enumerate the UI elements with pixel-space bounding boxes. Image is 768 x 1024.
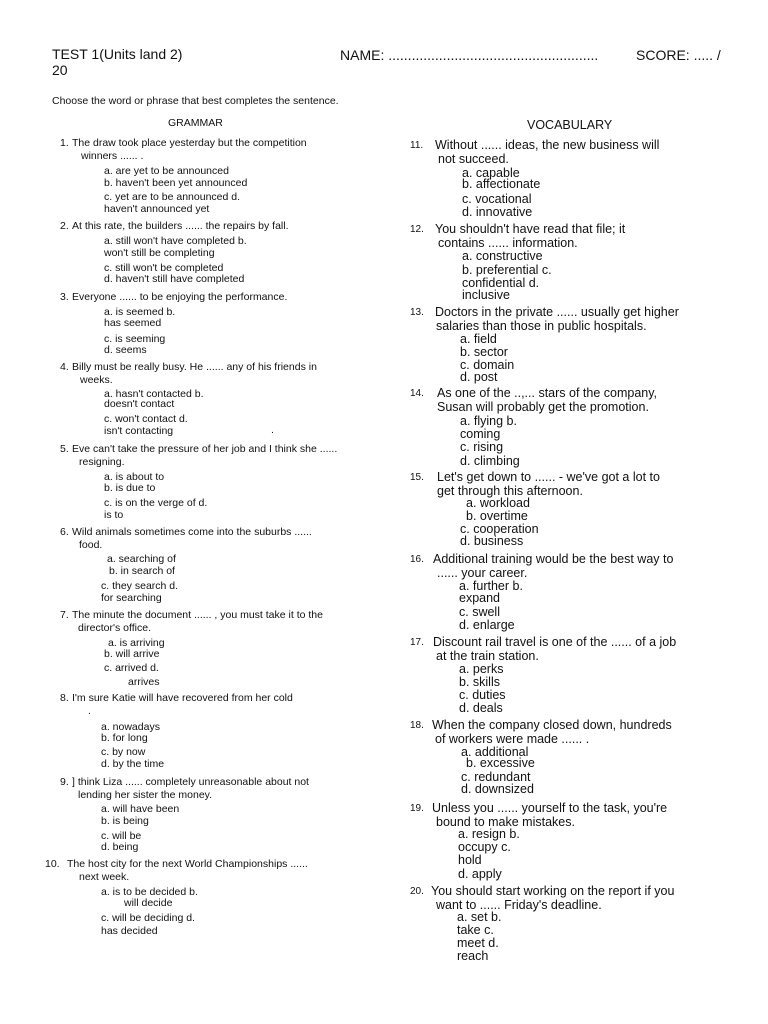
question-text: The host city for the next World Championships ...... [67, 858, 308, 870]
answer-option[interactable]: c. duties [459, 688, 506, 702]
question-text: Let's get down to ...... - we've got a lot to [437, 470, 660, 484]
answer-option[interactable]: has seemed [104, 317, 162, 329]
answer-option[interactable]: c. will be deciding d. [101, 912, 195, 924]
question-number: 2. [60, 220, 69, 232]
question-number: 12. [410, 224, 424, 235]
answer-option[interactable]: a. set b. [457, 910, 502, 924]
answer-option[interactable]: coming [460, 427, 501, 441]
answer-option[interactable]: a. field [460, 332, 497, 346]
question-text-continued: contains ...... information. [438, 236, 578, 250]
answer-option[interactable]: a. hasn't contacted b. [104, 388, 204, 400]
question-text: As one of the ..,... stars of the company, [437, 386, 658, 400]
answer-option[interactable]: a. workload [466, 496, 530, 510]
answer-option[interactable]: a. is about to [104, 471, 165, 483]
answer-option[interactable]: c. is seeming [104, 333, 166, 345]
question-text: Unless you ...... yourself to the task, you're [432, 801, 668, 815]
question-text-continued: get through this afternoon. [437, 484, 583, 498]
answer-option[interactable]: b. skills [459, 675, 500, 689]
answer-option[interactable]: take c. [457, 923, 494, 937]
answer-option[interactable]: a. perks [459, 662, 504, 676]
answer-option[interactable]: c. arrived d. [104, 662, 159, 674]
answer-option[interactable]: b. sector [460, 345, 508, 359]
answer-option[interactable]: c. still won't be completed [104, 262, 224, 274]
answer-option[interactable]: a. is arriving [108, 637, 165, 649]
answer-option[interactable]: c. will be [101, 830, 142, 842]
question-number: 9. [60, 776, 69, 788]
answer-option[interactable]: a. still won't have completed b. [104, 235, 247, 247]
question-text-continued: next week. [79, 871, 130, 883]
question-text: Wild animals sometimes come into the suburbs ...... [72, 526, 312, 538]
answer-option[interactable]: arrives [128, 676, 160, 688]
test-total: 20 [52, 62, 68, 78]
question-text-continued: ...... your career. [437, 566, 528, 580]
question-text-continued: lending her sister the money. [78, 789, 213, 801]
question-text-continued: winners ...... . [81, 150, 144, 162]
instructions: Choose the word or phrase that best completes the sentence. [52, 95, 339, 107]
answer-option[interactable]: inclusive [462, 288, 510, 302]
question-text: I'm sure Katie will have recovered from her cold [72, 692, 293, 704]
question-text-continued: resigning. [79, 456, 125, 468]
answer-option[interactable]: c. rising [460, 440, 504, 454]
name-field: NAME: ...................................................... [340, 47, 599, 63]
question-text-continued: bound to make mistakes. [436, 815, 575, 829]
answer-option[interactable]: b. excessive [466, 756, 535, 770]
question-text: The minute the document ...... , you must take it to the [72, 609, 323, 621]
question-number: 14. [410, 388, 424, 399]
answer-option[interactable]: c. by now [101, 746, 146, 758]
answer-option[interactable]: haven't announced yet [104, 203, 210, 215]
test-title [52, 46, 192, 78]
answer-option[interactable]: reach [457, 949, 489, 963]
question-number: 15. [410, 472, 424, 483]
question-number: 13. [410, 307, 424, 318]
question-text-continued: want to ...... Friday's deadline. [436, 898, 602, 912]
question-number: 7. [60, 609, 69, 621]
answer-option[interactable]: b. haven't been yet announced [104, 177, 248, 189]
answer-option[interactable]: b. is due to [104, 482, 156, 494]
question-text: Eve can't take the pressure of her job and I think she ...... [72, 443, 338, 455]
answer-option[interactable]: d. deals [459, 701, 503, 715]
question-number: 17. [410, 637, 424, 648]
answer-option[interactable]: a. nowadays [101, 721, 160, 733]
question-text: You shouldn't have read that file; it [435, 222, 626, 236]
answer-option[interactable]: a. are yet to be announced [104, 165, 229, 177]
question-text-continued: food. [79, 539, 103, 551]
answer-option[interactable]: a. resign b. [458, 827, 520, 841]
question-number: 4. [60, 361, 69, 373]
answer-option[interactable]: a. will have been [101, 803, 180, 815]
answer-option[interactable]: a. searching of [107, 553, 176, 565]
answer-option[interactable]: c. they search d. [101, 580, 179, 592]
question-text-continued: Susan will probably get the promotion. [437, 400, 649, 414]
answer-option[interactable]: for searching [101, 592, 162, 604]
question-number: 18. [410, 720, 424, 731]
question-number: 6. [60, 526, 69, 538]
question-text-continued: salaries than those in public hospitals. [436, 319, 647, 333]
answer-option[interactable]: c. domain [460, 358, 515, 372]
answer-option[interactable]: d. downsized [461, 782, 534, 796]
question-text: The draw took place yesterday but the competition [72, 137, 307, 149]
answer-option[interactable]: meet d. [457, 936, 499, 950]
answer-option[interactable]: c. won't contact d. [104, 413, 188, 425]
answer-option[interactable]: b. in search of [109, 565, 175, 577]
question-number: 8. [60, 692, 69, 704]
question-text: You should start working on the report if you [431, 884, 675, 898]
question-text: Everyone ...... to be enjoying the performance. [72, 291, 288, 303]
answer-option[interactable]: d. innovative [462, 205, 533, 219]
question-text: Without ...... ideas, the new business will [435, 138, 660, 152]
question-text: Discount rail travel is one of the ...... of a job [433, 635, 677, 649]
question-text-continued: not succeed. [438, 152, 509, 166]
test-title-text: TEST 1(Units land 2) [52, 46, 183, 62]
question-text: Billy must be really busy. He ...... any of his friends in [72, 361, 317, 373]
answer-option[interactable]: a. further b. [459, 579, 523, 593]
question-number: 16. [410, 554, 424, 565]
question-text: At this rate, the builders ...... the repairs by fall. [72, 220, 289, 232]
answer-option[interactable]: confidential d. [462, 276, 540, 290]
section-title-grammar: GRAMMAR [168, 117, 223, 129]
answer-option[interactable]: d. haven't still have completed [104, 273, 245, 285]
score-field: SCORE: ..... / [636, 47, 721, 63]
answer-option[interactable]: d. being [101, 841, 139, 853]
question-number: 20. [410, 886, 424, 897]
question-number: 10. [45, 858, 60, 870]
question-text-continued: of workers were made ...... . [435, 732, 590, 746]
answer-option[interactable]: d. climbing [460, 454, 520, 468]
question-text-continued: weeks. [80, 374, 113, 386]
answer-option[interactable]: d. seems [104, 344, 147, 356]
question-text-continued: director's office. [78, 622, 152, 634]
question-text: When the company closed down, hundreds [432, 718, 672, 732]
answer-option[interactable]: won't still be completing [104, 247, 215, 259]
answer-option[interactable]: isn't contacting [104, 425, 174, 437]
answer-option[interactable]: b. preferential c. [462, 263, 552, 277]
answer-option[interactable]: c. vocational [462, 192, 532, 206]
answer-option[interactable]: a. flying b. [460, 414, 517, 428]
question-number: 11. [410, 140, 424, 151]
answer-option[interactable]: occupy c. [458, 840, 511, 854]
answer-option[interactable]: a. is to be decided b. [101, 886, 198, 898]
answer-option[interactable]: a. additional [461, 745, 529, 759]
answer-option[interactable]: a. capable [462, 166, 520, 180]
answer-option[interactable]: c. redundant [461, 770, 531, 784]
answer-option[interactable]: c. cooperation [460, 522, 539, 536]
question-text-continued: . [88, 705, 91, 717]
answer-option[interactable]: a. constructive [462, 249, 543, 263]
question-text-continued: at the train station. [436, 649, 539, 663]
question-text: Additional training would be the best way to [433, 552, 674, 566]
answer-option[interactable]: d. apply [458, 867, 502, 881]
question-number: 19. [410, 803, 424, 814]
answer-option[interactable]: c. swell [459, 605, 500, 619]
answer-option[interactable]: expand [459, 591, 501, 605]
section-title-vocabulary: VOCABULARY [527, 118, 613, 132]
answer-option[interactable]: b. overtime [466, 509, 528, 523]
answer-option[interactable]: d. post [460, 370, 498, 384]
answer-option[interactable]: b. will arrive [104, 648, 160, 660]
answer-option[interactable]: c. yet are to be announced d. [104, 191, 241, 203]
answer-option[interactable]: b. for long [101, 732, 148, 744]
answer-option[interactable]: hold [458, 853, 482, 867]
answer-option[interactable]: doesn't contact [104, 398, 175, 410]
question-number: 3. [60, 291, 69, 303]
question-number: 1. [60, 137, 69, 149]
answer-option[interactable]: d. enlarge [459, 618, 515, 632]
answer-option[interactable]: d. business [460, 534, 524, 548]
answer-option[interactable]: . [271, 424, 274, 436]
answer-option[interactable]: has decided [101, 925, 158, 937]
answer-option[interactable]: a. is seemed b. [104, 306, 176, 318]
question-number: 5. [60, 443, 69, 455]
question-text: ] think Liza ...... completely unreasonable about not [72, 776, 309, 788]
answer-option[interactable]: c. is on the verge of d. [104, 497, 208, 509]
answer-option[interactable]: is to [104, 509, 124, 521]
question-text: Doctors in the private ...... usually get higher [435, 305, 679, 319]
answer-option[interactable]: b. is being [101, 815, 149, 827]
answer-option[interactable]: will decide [124, 897, 173, 909]
answer-option[interactable]: b. affectionate [462, 177, 541, 191]
answer-option[interactable]: d. by the time [101, 758, 165, 770]
